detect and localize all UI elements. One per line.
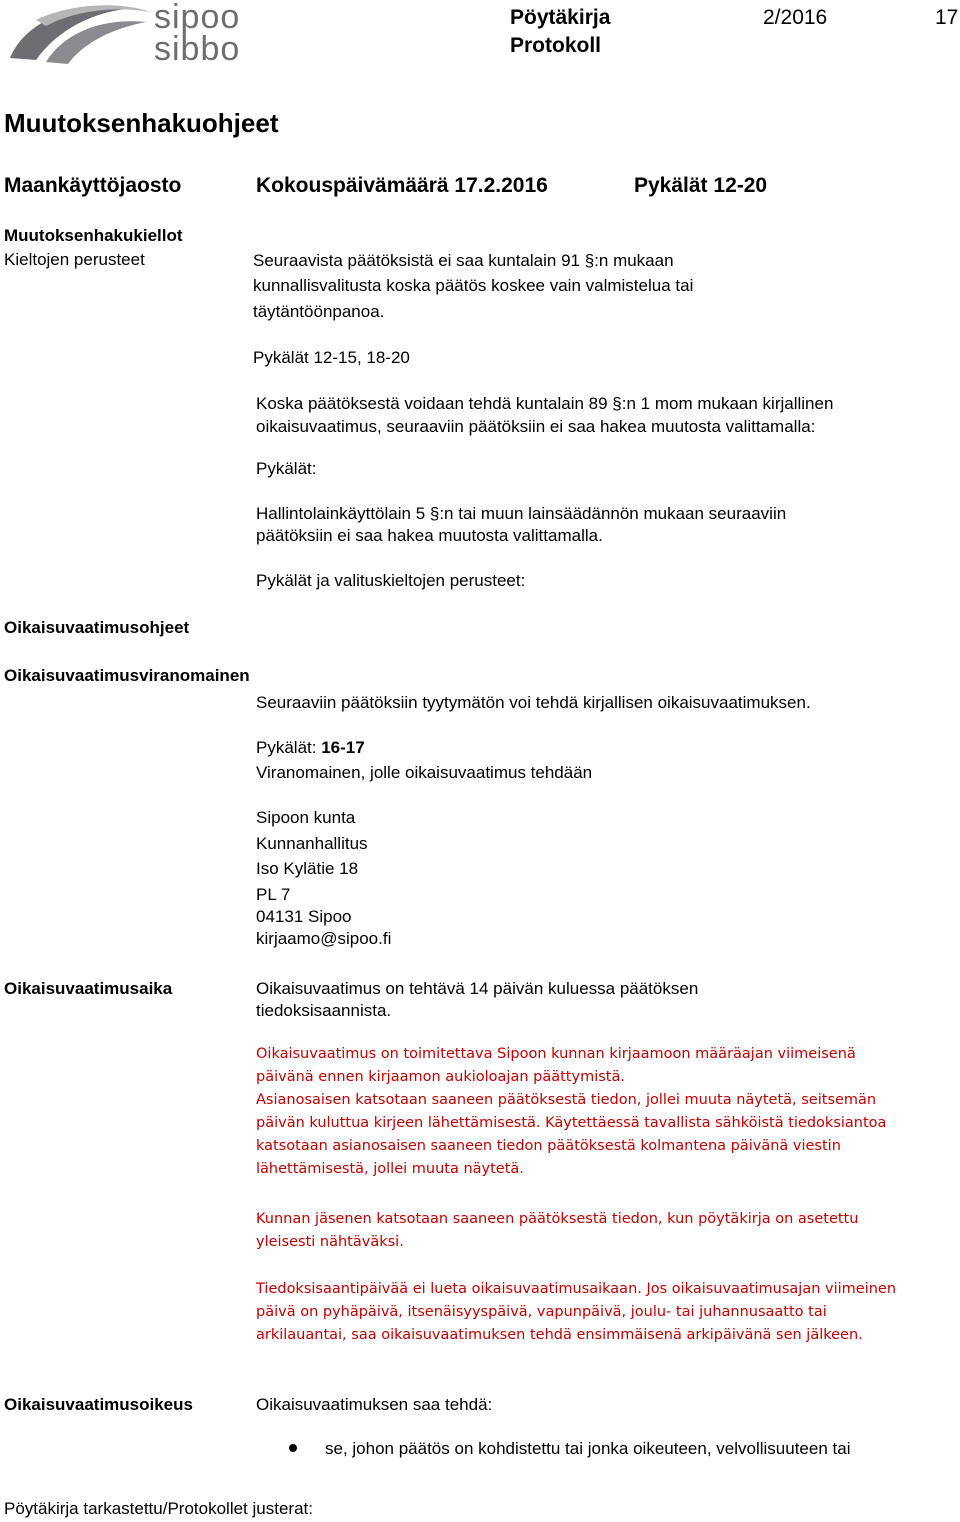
appeal-bans-line3: täytäntöönpanoa. [253,302,385,321]
red-line: arkilauantai, saa oikaisuvaatimuksen tehdä ensimmäisenä arkipäivänä sen jälkeen. [256,1327,863,1343]
doc-number: 2/2016 [763,6,828,29]
meeting-body: Maankäyttöjaosto [4,174,182,197]
red-paragraph-delivery [256,1043,886,1181]
appeal-bans-sections2: Pykälät: [256,459,317,478]
logo-text-sipoo: sipoo [154,0,241,36]
appeal-bans-subheading: Kieltojen perusteet [4,250,145,269]
right-heading: Oikaisuvaatimusoikeus [4,1395,193,1414]
red-line: Oikaisuvaatimus on toimitettava Sipoon kunnan kirjaamoon määräajan viimeisenä [256,1046,856,1062]
red-line: katsotaan asianosaisen saaneen tiedon päätöksestä kolmantena päivänä viestin [256,1138,841,1154]
red-paragraph-member [256,1208,858,1254]
page-number: 17 [935,6,959,29]
time-line1: Oikaisuvaatimus on tehtävä 14 päivän kuluessa päätöksen [256,979,699,998]
address-line-postcode: 04131 Sipoo [256,907,352,926]
authority-label: Viranomainen, jolle oikaisuvaatimus tehdään [256,763,593,782]
right-bullet-1: se, johon päätös on kohdistettu tai jonka oikeuteen, velvollisuuteen tai [325,1439,851,1458]
red-line: Asianosaisen katsotaan saaneen päätöksestä tiedon, jollei muuta näytetä, seitsemän [256,1092,877,1108]
address-line-po-box: PL 7 [256,885,291,904]
red-line: päivänä ennen kirjaamon aukioloajan päättymistä. [256,1069,625,1085]
bullet-icon [289,1444,297,1452]
red-line: päivän kuluttua kirjeen lähettämisestä. Käytettäessä tavallista sähköistä tiedoksiantoa [256,1115,887,1131]
appeal-bans-sections: Pykälät 12-15, 18-20 [253,348,410,367]
meeting-sections: Pykälät 12-20 [634,174,768,197]
address-line-email: kirjaamo@sipoo.fi [256,929,392,948]
time-line2: tiedoksisaannista. [256,1001,392,1020]
appeal-bans-sections3: Pykälät ja valituskieltojen perusteet: [256,571,526,590]
authority-heading: Oikaisuvaatimusviranomainen [4,666,250,685]
red-line: yleisesti nähtäväksi. [256,1234,404,1250]
page-title: Muutoksenhakuohjeet [4,108,279,138]
red-line: lähettämisestä, jollei muuta näytetä. [256,1161,524,1177]
address-line-street: Iso Kylätie 18 [256,859,359,878]
time-heading: Oikaisuvaatimusaika [4,979,173,998]
meeting-date: Kokouspäivämäärä 17.2.2016 [256,174,548,197]
footer-checked: Pöytäkirja tarkastettu/Protokollet justerat: [4,1499,313,1518]
logo-text-sibbo: sibbo [154,30,241,68]
red-paragraph-deadline [256,1278,896,1347]
doc-type-sv: Protokoll [510,34,602,57]
appeal-bans-para3-line1: Hallintolainkäyttölain 5 §:n tai muun lainsäädännön mukaan seuraaviin [256,504,787,523]
red-line: päivä on pyhäpäivä, itsenäisyyspäivä, vapunpäivä, joulu- tai juhannusaatto tai [256,1304,827,1320]
appeal-bans-line1: Seuraavista päätöksistä ei saa kuntalain 91 §:n mukaan [253,251,674,270]
doc-type-fi: Pöytäkirja [510,6,611,29]
rectification-intro: Seuraaviin päätöksiin tyytymätön voi tehdä kirjallisen oikaisuvaatimuksen. [256,693,811,712]
right-intro: Oikaisuvaatimuksen saa tehdä: [256,1395,493,1414]
address-line-board: Kunnanhallitus [256,834,368,853]
appeal-bans-heading: Muutoksenhakukiellot [4,226,183,245]
sections-value: 16-17 [321,738,365,757]
red-line: Kunnan jäsenen katsotaan saaneen päätöksestä tiedon, kun pöytäkirja on asetettu [256,1211,859,1227]
appeal-bans-para2-line1: Koska päätöksestä voidaan tehdä kuntalain 89 §:n 1 mom mukaan kirjallinen [256,394,834,413]
sipoo-sibbo-logo [6,0,256,72]
sections-label: Pykälät: [256,738,322,757]
appeal-bans-para3-line2: päätöksiin ei saa hakea muutosta valittamalla. [256,526,603,545]
red-line: Tiedoksisaantipäivää ei lueta oikaisuvaatimusaikaan. Jos oikaisuvaatimusajan viimeinen [256,1281,897,1297]
rectification-heading: Oikaisuvaatimusohjeet [4,618,190,637]
address-line-municipality: Sipoon kunta [256,808,356,827]
rectification-sections [256,737,365,759]
appeal-bans-line2: kunnallisvalitusta koska päätös koskee vain valmistelua tai [253,276,694,295]
appeal-bans-para2-line2: oikaisuvaatimus, seuraaviin päätöksiin ei saa hakea muutosta valittamalla: [256,417,816,436]
